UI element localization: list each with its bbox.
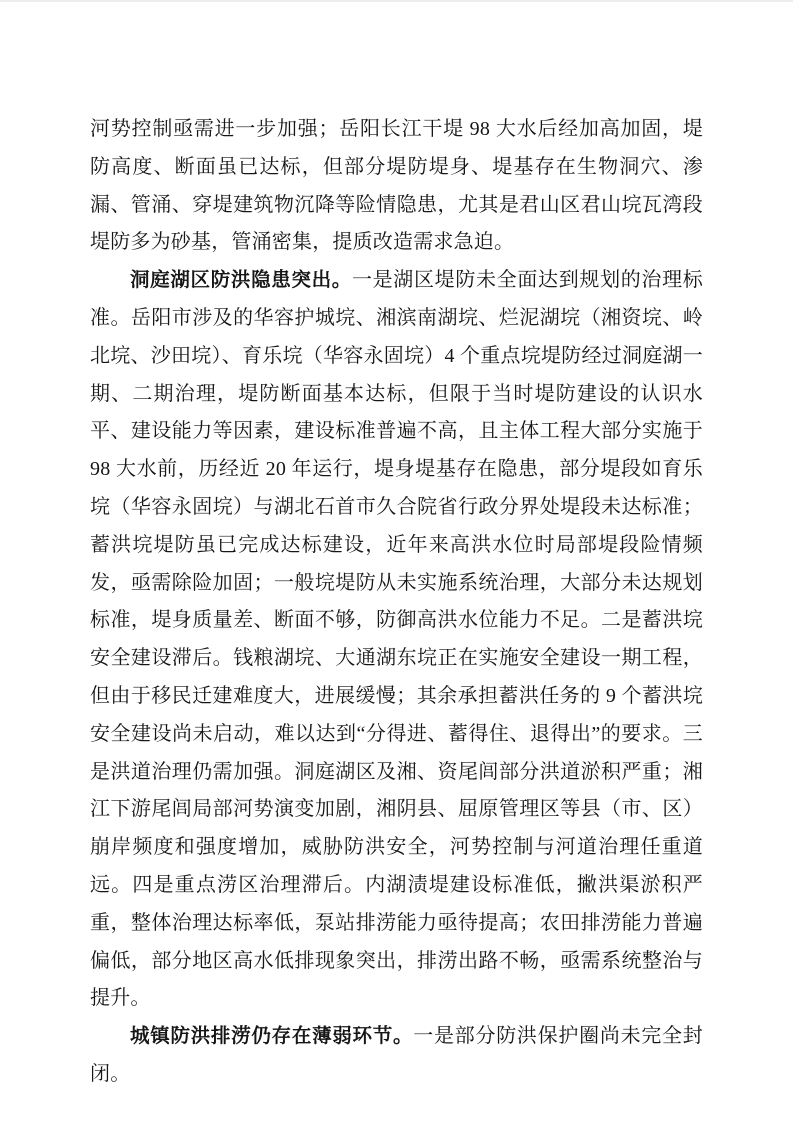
paragraph	[90, 111, 703, 262]
paragraph	[90, 262, 703, 1018]
paragraph-lead-bold: 洞庭湖区防洪隐患突出。	[130, 269, 352, 292]
paragraph-text: 一是湖区堤防未全面达到规划的治理标准。岳阳市涉及的华容护城垸、湘滨南湖垸、烂泥湖垸（湘资垸、岭北垸、沙田垸）、育乐垸（华容永固垸）4 个重点垸堤防经过洞庭湖一期、二期治理，堤防断面基本达标，但限于当时堤防建设的认识水平、建设能力等因素，建设标准普遍不高，且主体工程大部分实施于 98 大水前，历经近 20 年运行，堤身堤基存在隐患，部分堤段如育乐垸（华容永固垸）与湖北石首市久合院省行政分界处堤段未达标准；蓄洪垸堤防虽已完成达标建设，近年来高洪水位时局部堤段险情频发，亟需除险加固；一般垸堤防从未实施系统治理，大部分未达规划标准，堤身质量差、断面不够，防御高洪水位能力不足。二是蓄洪垸安全建设滞后。钱粮湖垸、大通湖东垸正在实施安全建设一期工程，但由于移民迁建难度大，进展缓慢；其余承担蓄洪任务的 9 个蓄洪垸安全建设尚未启动，难以达到“分得进、蓄得住、退得出”的要求。三是洪道治理仍需加强。洞庭湖区及湘、资尾闾部分洪道淤积严重；湘江下游尾闾局部河势演变加剧，湘阴县、屈原管理区等县（市、区）崩岸频度和强度增加，威胁防洪安全，河势控制与河道治理任重道远。四是重点涝区治理滞后。内湖渍堤建设标准低，撇洪渠淤积严重，整体治理达标率低，泵站排涝能力亟待提高；农田排涝能力普遍偏低，部分地区高水低排现象突出，排涝出路不畅，亟需系统整治与提升。	[90, 269, 703, 1010]
paragraph	[90, 1018, 703, 1094]
paragraph-text: 一是部分防洪保护圈尚未完全封闭。	[90, 1025, 703, 1085]
paragraph-text: 河势控制亟需进一步加强；岳阳长江干堤 98 大水后经加高加固，堤防高度、断面虽已达标，但部分堤防堤身、堤基存在生物洞穴、渗漏、管涌、穿堤建筑物沉降等险情隐患，尤其是君山区君山垸瓦湾段堤防多为砂基，管涌密集，提质改造需求急迫。	[90, 118, 703, 254]
paragraph-lead-bold: 城镇防洪排涝仍存在薄弱环节。	[130, 1025, 414, 1048]
document-body	[90, 111, 703, 1094]
